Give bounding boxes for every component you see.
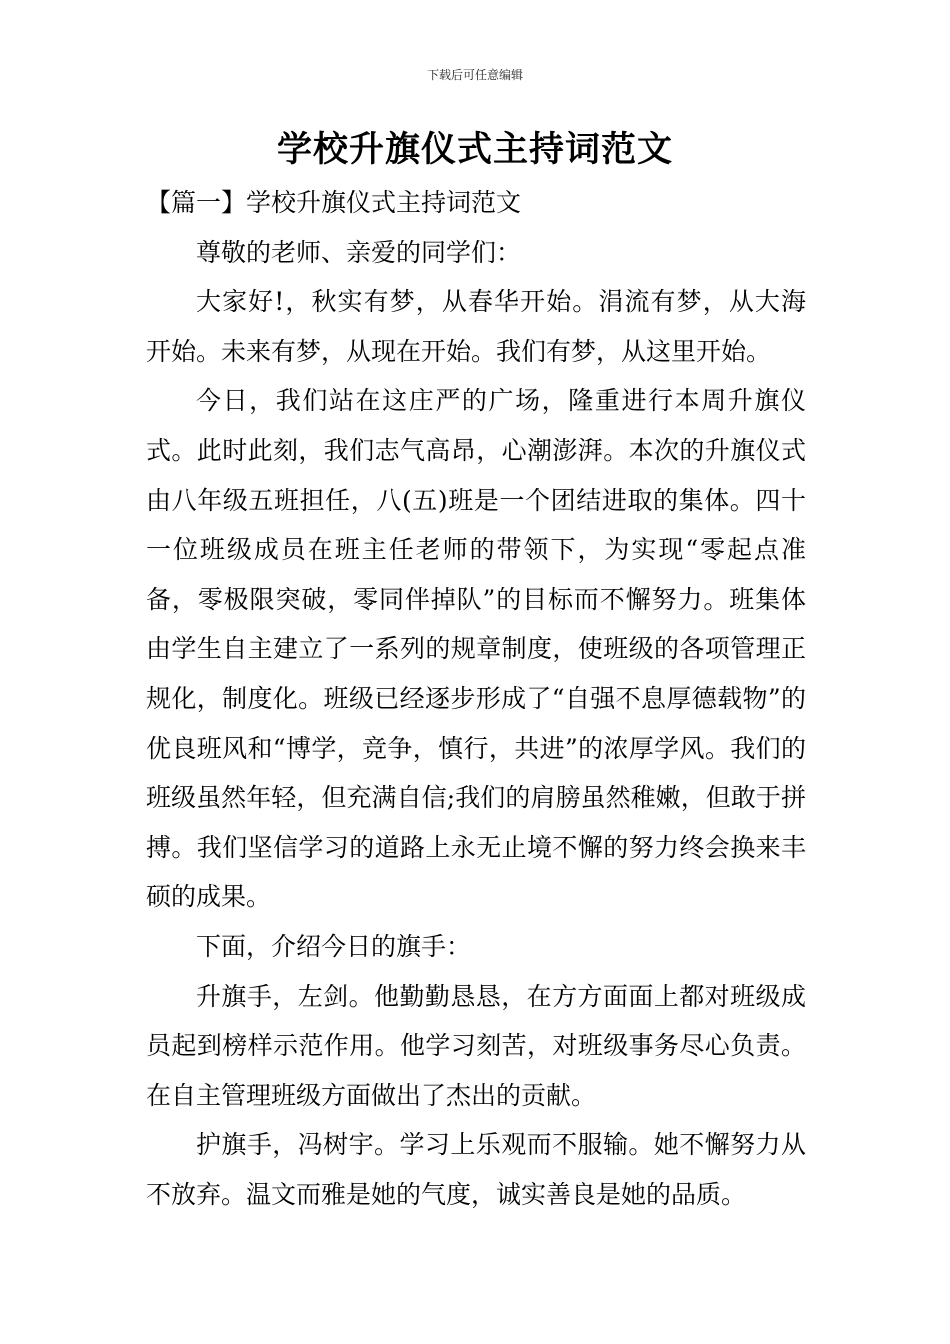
paragraph-greeting: 尊敬的老师、亲爱的同学们： <box>196 237 522 267</box>
paragraph-flag-guard: 护旗手，冯树宇。学习上乐观而不服输。她不懈努力从不放弃。温文而雅是她的气度，诚实善良是她的品质。 <box>146 1130 806 1209</box>
document-body <box>146 178 806 1219</box>
paragraph-flag-raiser: 升旗手，左剑。他勤勤恳恳，在方方面面上都对班级成员起到榜样示范作用。他学习刻苦，对班级事务尽心负责。在自主管理班级方面做出了杰出的贡献。 <box>146 981 806 1110</box>
page-header-note: 下载后可任意编辑 <box>426 68 523 82</box>
paragraph-class-intro: 今日，我们站在这庄严的广场，隆重进行本周升旗仪式。此时此刻，我们志气高昂，心潮澎湃。本次的升旗仪式由八年级五班担任，八(五)班是一个团结进取的集体。四十一位班级成员在班主任老师的带领下，为实现“零起点准备，零极限突破，零同伴掉队”的目标而不懈努力。班集体由学生自主建立了一系列的规章制度，使班级的各项管理正规化，制度化。班级已经逐步形成了“自强不息厚德载物”的优良班风和“博学，竞争，慎行，共进”的浓厚学风。我们的班级虽然年轻，但充满自信;我们的肩膀虽然稚嫩，但敢于拼搏。我们坚信学习的道路上永无止境不懈的努力终会换来丰硕的成果。 <box>146 386 806 912</box>
section-heading: 【篇一】学校升旗仪式主持词范文 <box>146 188 522 217</box>
paragraph-flag-bearers-intro: 下面，介绍今日的旗手： <box>196 931 472 961</box>
document-title: 学校升旗仪式主持词范文 <box>276 130 673 170</box>
paragraph-opening: 大家好!，秋实有梦，从春华开始。涓流有梦，从大海开始。未来有梦，从现在开始。我们有梦，从这里开始。 <box>146 287 806 366</box>
